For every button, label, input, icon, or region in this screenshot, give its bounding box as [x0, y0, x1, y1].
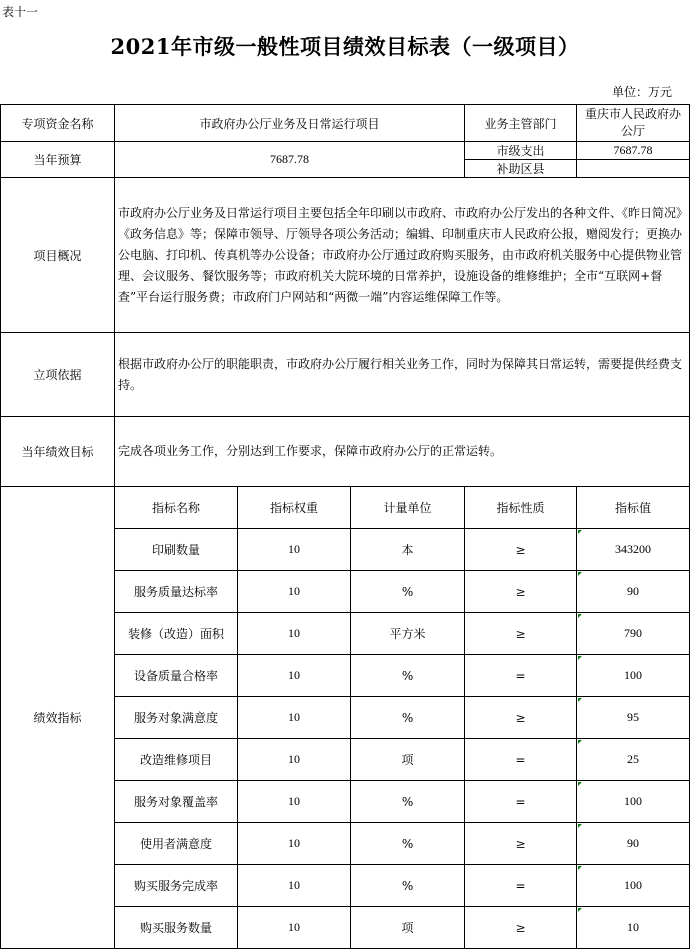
- indicator-nature: =: [465, 781, 577, 823]
- indicator-nature: ≥: [465, 613, 577, 655]
- col-header-weight: 指标权重: [238, 487, 351, 529]
- indicator-name: 改造维修项目: [115, 739, 238, 781]
- performance-table: [0, 104, 690, 949]
- overview-label: 项目概况: [1, 178, 115, 333]
- fund-name-row: [1, 105, 690, 142]
- indicator-weight: 10: [238, 865, 351, 907]
- indicator-weight: 10: [238, 571, 351, 613]
- indicator-name: 使用者满意度: [115, 823, 238, 865]
- district-value: [577, 160, 690, 178]
- indicator-unit: 平方米: [351, 613, 465, 655]
- fund-name-label: 专项资金名称: [1, 105, 115, 142]
- indicator-weight: 10: [238, 613, 351, 655]
- indicator-weight: 10: [238, 781, 351, 823]
- budget-row: [1, 142, 690, 160]
- indicator-name: 购买服务数量: [115, 907, 238, 949]
- col-header-name: 指标名称: [115, 487, 238, 529]
- indicator-unit: %: [351, 571, 465, 613]
- basis-row: [1, 333, 690, 417]
- goal-row: [1, 417, 690, 487]
- indicator-value: 790: [577, 613, 690, 655]
- goal-label: 当年绩效目标: [1, 417, 115, 487]
- indicator-weight: 10: [238, 907, 351, 949]
- indicator-weight: 10: [238, 697, 351, 739]
- basis-label: 立项依据: [1, 333, 115, 417]
- indicator-header-row: [1, 487, 690, 529]
- indicator-value: 25: [577, 739, 690, 781]
- indicator-unit: 项: [351, 907, 465, 949]
- indicator-name: 服务对象满意度: [115, 697, 238, 739]
- indicator-value: 343200: [577, 529, 690, 571]
- indicators-label: 绩效指标: [1, 487, 115, 949]
- indicator-unit: %: [351, 781, 465, 823]
- indicator-nature: ≥: [465, 697, 577, 739]
- page-title: 2021年市级一般性项目绩效目标表（一级项目）: [110, 34, 580, 59]
- indicator-nature: ≥: [465, 529, 577, 571]
- indicator-value: 100: [577, 655, 690, 697]
- indicator-unit: %: [351, 823, 465, 865]
- city-expense-value: 7687.78: [577, 142, 690, 160]
- indicator-name: 服务对象覆盖率: [115, 781, 238, 823]
- indicator-unit: 本: [351, 529, 465, 571]
- indicator-name: 印刷数量: [115, 529, 238, 571]
- indicator-name: 购买服务完成率: [115, 865, 238, 907]
- goal-text: 完成各项业务工作，分别达到工作要求，保障市政府办公厅的正常运转。: [115, 417, 690, 487]
- budget-label: 当年预算: [1, 142, 115, 178]
- col-header-unit: 计量单位: [351, 487, 465, 529]
- dept-value: 重庆市人民政府办公厅: [577, 105, 690, 142]
- indicator-weight: 10: [238, 655, 351, 697]
- indicator-weight: 10: [238, 529, 351, 571]
- overview-text: 市政府办公厅业务及日常运行项目主要包括全年印刷以市政府、市政府办公厅发出的各种文件、《昨日简况》《政务信息》等；保障市领导、厅领导各项公务活动；编辑、印制重庆市人民政府公报，赠阅发行；更换办公电脑、打印机、传真机等办公设备；市政府办公厅通过政府购买服务，由市政府机关服务中心提供物业管理、会议服务、餐饮服务等；市政府机关大院环境的日常养护，设施设备的维修维护；全市“互联网+督查”平台运行服务费；市政府门户网站和“两微一端”内容运维保障工作等。: [115, 178, 690, 333]
- indicator-value: 100: [577, 781, 690, 823]
- district-label: 补助区县: [465, 160, 577, 178]
- budget-value: 7687.78: [115, 142, 465, 178]
- indicator-nature: =: [465, 739, 577, 781]
- indicator-unit: 项: [351, 739, 465, 781]
- indicator-nature: =: [465, 865, 577, 907]
- indicator-value: 100: [577, 865, 690, 907]
- indicator-weight: 10: [238, 823, 351, 865]
- indicator-name: 设备质量合格率: [115, 655, 238, 697]
- indicator-value: 95: [577, 697, 690, 739]
- indicator-nature: =: [465, 655, 577, 697]
- indicator-nature: ≥: [465, 823, 577, 865]
- indicator-value: 10: [577, 907, 690, 949]
- indicator-value: 90: [577, 571, 690, 613]
- indicator-nature: ≥: [465, 907, 577, 949]
- table-number-label: 表十一: [2, 5, 39, 19]
- overview-row: [1, 178, 690, 333]
- indicator-unit: %: [351, 865, 465, 907]
- indicator-nature: ≥: [465, 571, 577, 613]
- indicator-value: 90: [577, 823, 690, 865]
- city-expense-label: 市级支出: [465, 142, 577, 160]
- fund-name-value: 市政府办公厅业务及日常运行项目: [115, 105, 465, 142]
- unit-label: 单位：万元: [611, 85, 672, 99]
- indicator-unit: %: [351, 655, 465, 697]
- col-header-value: 指标值: [577, 487, 690, 529]
- indicator-name: 服务质量达标率: [115, 571, 238, 613]
- dept-label: 业务主管部门: [465, 105, 577, 142]
- indicator-name: 装修（改造）面积: [115, 613, 238, 655]
- col-header-nature: 指标性质: [465, 487, 577, 529]
- indicator-weight: 10: [238, 739, 351, 781]
- basis-text: 根据市政府办公厅的职能职责，市政府办公厅履行相关业务工作，同时为保障其日常运转，需要提供经费支持。: [115, 333, 690, 417]
- indicator-unit: %: [351, 697, 465, 739]
